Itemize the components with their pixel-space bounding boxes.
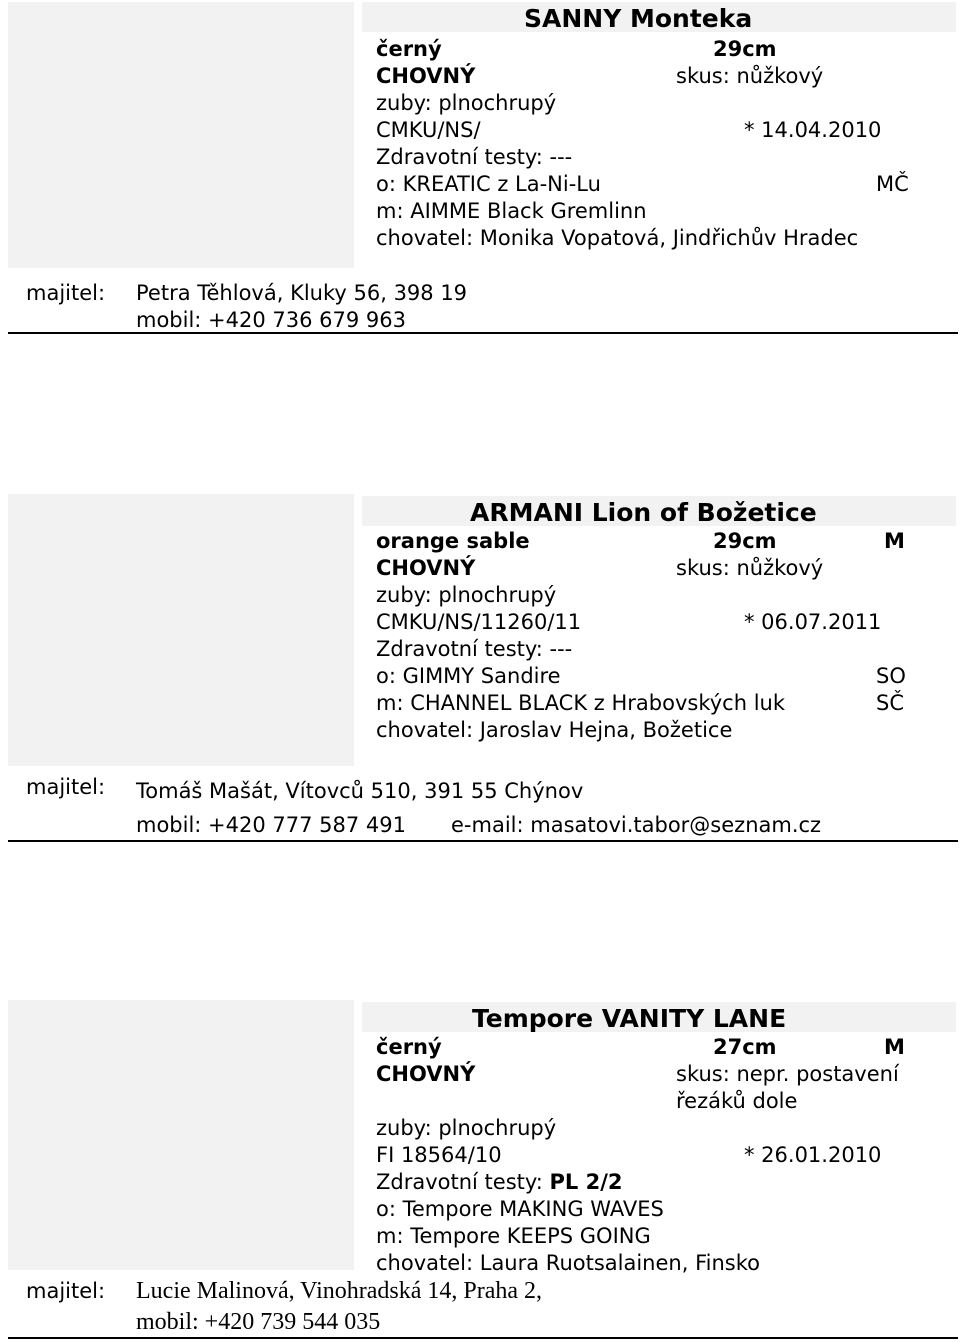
- photo-placeholder: [8, 2, 354, 268]
- owner-label: majitel:: [26, 1279, 106, 1303]
- father: o: KREATIC z La-Ni-Lu: [376, 172, 601, 196]
- health-tests: [376, 636, 572, 662]
- dog-name: ARMANI Lion of Božetice: [470, 498, 817, 527]
- father: o: Tempore MAKING WAVES: [376, 1197, 664, 1221]
- father: o: GIMMY Sandire: [376, 664, 561, 688]
- registration: CMKU/NS/11260/11: [376, 610, 582, 634]
- breeder: chovatel: Monika Vopatová, Jindřichův Hradec: [376, 226, 859, 250]
- owner-phone: mobil: +420 736 679 963: [136, 308, 407, 332]
- breeding-status: CHOVNÝ: [376, 1062, 476, 1086]
- health-label: Zdravotní testy:: [376, 145, 550, 169]
- class-2: SČ: [876, 691, 904, 715]
- owner-address: Tomáš Mašát, Vítovců 510, 391 55 Chýnov: [136, 779, 584, 803]
- dog-color: černý: [376, 1035, 442, 1059]
- dog-sex: M: [884, 529, 905, 553]
- registration: FI 18564/10: [376, 1143, 502, 1167]
- owner-phone: mobil: +420 739 544 035: [136, 1309, 381, 1335]
- teeth: zuby: plnochrupý: [376, 583, 557, 607]
- health-tests: [376, 144, 572, 170]
- breeder: chovatel: Laura Ruotsalainen, Finsko: [376, 1251, 760, 1275]
- dog-color: orange sable: [376, 529, 530, 553]
- breeder: chovatel: Jaroslav Hejna, Božetice: [376, 718, 733, 742]
- teeth: zuby: plnochrupý: [376, 1116, 557, 1140]
- dog-name: SANNY Monteka: [524, 4, 753, 33]
- registration: CMKU/NS/: [376, 118, 481, 142]
- birth-date: * 14.04.2010: [744, 118, 882, 142]
- mother: m: CHANNEL BLACK z Hrabovských luk: [376, 691, 785, 715]
- bite: skus: nepr. postavení: [676, 1062, 899, 1086]
- class-1: MČ: [876, 172, 909, 196]
- teeth: zuby: plnochrupý: [376, 91, 557, 115]
- class-1: SO: [876, 664, 906, 688]
- dog-height: 29cm: [713, 37, 777, 61]
- breeding-status: CHOVNÝ: [376, 64, 476, 88]
- bite: skus: nůžkový: [676, 64, 824, 88]
- health-label: Zdravotní testy:: [376, 637, 550, 661]
- health-value: ---: [549, 145, 573, 169]
- breeding-status: CHOVNÝ: [376, 556, 476, 580]
- health-value: PL 2/2: [549, 1170, 623, 1194]
- divider: [8, 1337, 958, 1339]
- owner-label: majitel:: [26, 775, 106, 799]
- dog-sex: M: [884, 1035, 905, 1059]
- bite-continued: řezáků dole: [676, 1089, 798, 1113]
- bite: skus: nůžkový: [676, 556, 824, 580]
- owner-label: majitel:: [26, 281, 106, 305]
- health-value: ---: [549, 637, 573, 661]
- dog-height: 29cm: [713, 529, 777, 553]
- health-label: Zdravotní testy:: [376, 1170, 550, 1194]
- dog-name: Tempore VANITY LANE: [472, 1004, 787, 1033]
- owner-phone: mobil: +420 777 587 491: [136, 813, 407, 837]
- divider: [8, 840, 958, 842]
- dog-height: 27cm: [713, 1035, 777, 1059]
- owner-address: Lucie Malinová, Vinohradská 14, Praha 2,: [136, 1278, 543, 1304]
- mother: m: AIMME Black Gremlinn: [376, 199, 647, 223]
- owner-address: Petra Těhlová, Kluky 56, 398 19: [136, 281, 468, 305]
- dog-color: černý: [376, 37, 442, 61]
- photo-placeholder: [8, 494, 354, 766]
- mother: m: Tempore KEEPS GOING: [376, 1224, 651, 1248]
- photo-placeholder: [8, 1000, 354, 1270]
- birth-date: * 06.07.2011: [744, 610, 882, 634]
- divider: [8, 332, 958, 334]
- birth-date: * 26.01.2010: [744, 1143, 882, 1167]
- owner-email: e-mail: masatovi.tabor@seznam.cz: [451, 813, 822, 837]
- health-tests: [376, 1169, 623, 1195]
